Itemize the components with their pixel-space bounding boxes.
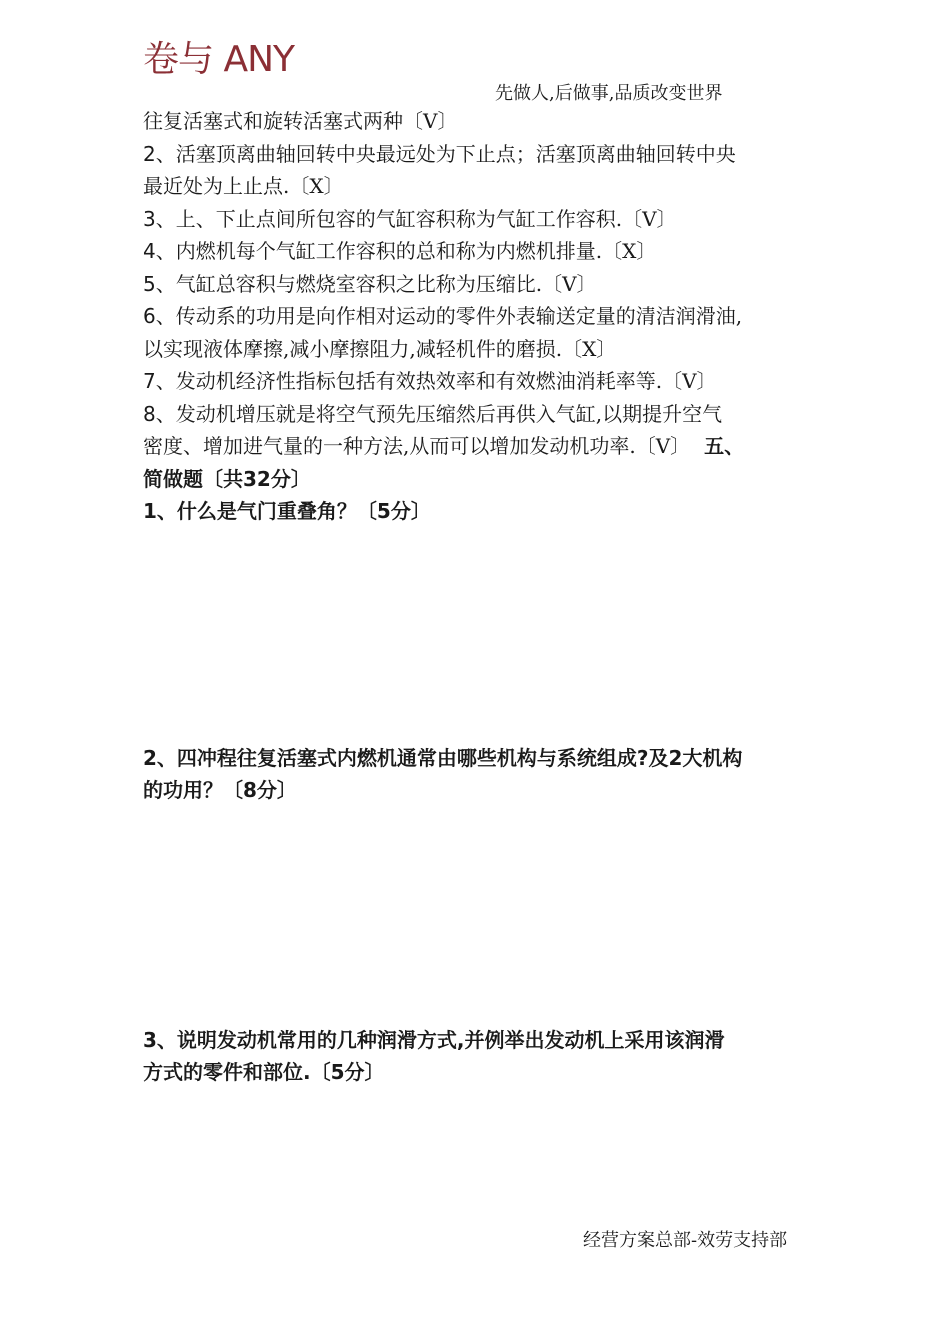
question-2-line-1: 2、四冲程往复活塞式内燃机通常由哪些机构与系统组成?及2大机构 bbox=[143, 745, 743, 770]
tf-item-2-number: 2 bbox=[143, 141, 156, 166]
tf-item-8-text: 、发动机增压就是将空气预先压缩然后再供入气缸,以期提升空气 bbox=[155, 401, 723, 426]
question-3-line-2: 方式的零件和部位.〔5分〕 bbox=[143, 1060, 385, 1084]
answer-space-2 bbox=[143, 807, 823, 1024]
tf-item-3 bbox=[143, 203, 823, 236]
tf-item-4 bbox=[143, 235, 823, 268]
tf-item-6-line-2: 以实现液体摩擦,减小摩擦阻力,减轻机件的磨损.〔X〕 bbox=[143, 336, 617, 361]
section-title: 简做题〔共32分〕 bbox=[143, 466, 311, 491]
tf-item-7-number: 7 bbox=[143, 369, 156, 393]
tf-item-5 bbox=[143, 268, 823, 301]
tf-item-6-number: 6 bbox=[143, 304, 156, 328]
tf-item-1-line-1: 往复活塞式和旋转活塞式两种〔V〕 bbox=[143, 109, 458, 133]
tf-item-8-line-2 bbox=[143, 430, 823, 463]
answer-space-1 bbox=[143, 528, 823, 742]
tf-item-4-text: 、内燃机每个气缸工作容积的总和称为内燃机排量.〔X〕 bbox=[155, 239, 657, 263]
section-number: 五、 bbox=[704, 434, 745, 458]
tf-item-5-text: 、气缸总容积与燃烧室容积之比称为压缩比.〔V〕 bbox=[155, 271, 597, 296]
tf-item-2-text: 、活塞顶离曲轴回转中央最远处为下止点；活塞顶离曲轴回转中央 bbox=[155, 141, 736, 166]
brand-logo: 卷与 ANY bbox=[143, 39, 294, 80]
tf-item-7 bbox=[143, 365, 823, 398]
tf-item-8-line-1 bbox=[143, 398, 823, 431]
tf-item-5-number: 5 bbox=[143, 271, 156, 296]
tf-item-6-line-1 bbox=[143, 300, 823, 333]
tf-item-8-text-2: 密度、增加进气量的一种方法,从而可以增加发动机功率.〔V〕 bbox=[143, 434, 691, 458]
header-motto: 先做人,后做事,品质改变世界 bbox=[495, 83, 723, 104]
tf-item-2-line-2: 最近处为上止点.〔X〕 bbox=[143, 174, 344, 198]
tf-item-8-number: 8 bbox=[143, 401, 156, 426]
tf-item-3-text: 、上、下止点间所包容的气缸容积称为气缸工作容积.〔V〕 bbox=[155, 206, 677, 231]
page-footer: 经营方案总部-效劳支持部 bbox=[583, 1230, 788, 1251]
tf-item-4-number: 4 bbox=[143, 239, 156, 263]
question-3-line-1: 3、说明发动机常用的几种润滑方式,并例举出发动机上采用该润滑 bbox=[143, 1027, 725, 1052]
tf-item-7-text: 、发动机经济性指标包括有效热效率和有效燃油消耗率等.〔V〕 bbox=[155, 369, 717, 393]
tf-item-6-text: 、传动系的功用是向作相对运动的零件外表输送定量的清洁润滑油, bbox=[155, 304, 743, 328]
tf-item-2-line-1 bbox=[143, 138, 823, 171]
tf-item-3-number: 3 bbox=[143, 206, 156, 231]
document-body bbox=[143, 105, 823, 1089]
question-2-line-2: 的功用？〔8分〕 bbox=[143, 778, 297, 802]
question-1: 1、什么是气门重叠角？〔5分〕 bbox=[143, 499, 431, 523]
